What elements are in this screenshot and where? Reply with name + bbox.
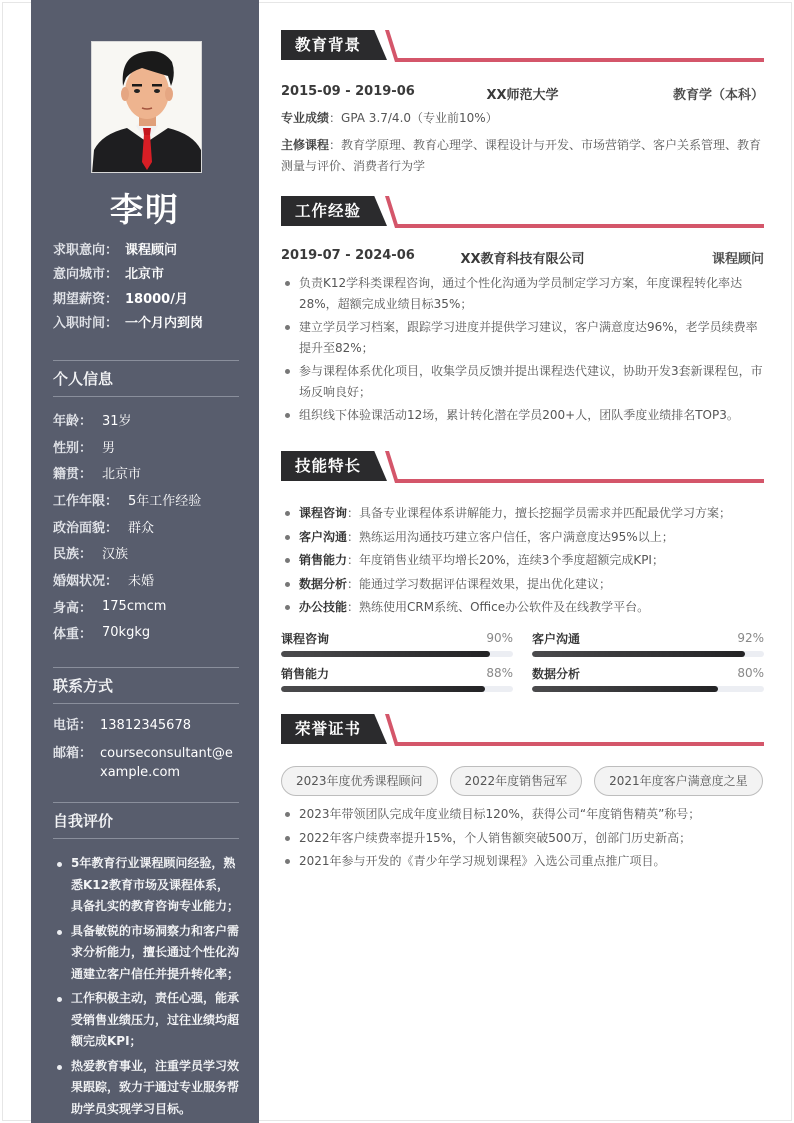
list-item: 建立学员学习档案，跟踪学习进度并提供学习建议，客户满意度达96%，老学员续费率提升至82%； [281, 317, 764, 358]
work-row [281, 248, 764, 267]
honors-list [281, 804, 764, 875]
intent-value: 课程顾问 [125, 242, 178, 258]
info-value: 群众 [128, 520, 155, 536]
honor-tag: 2022年度销售冠军 [450, 766, 583, 796]
email-value[interactable]: courseconsultant@example.com [100, 746, 233, 780]
list-item: 组织线下体验课活动12场，累计转化潜在学员200+人，团队季度业绩排名TOP3。 [281, 405, 764, 426]
skill-label: 课程咨询 [299, 506, 348, 520]
skill-label: 客户沟通 [299, 529, 348, 544]
candidate-name: 李明 [110, 190, 180, 229]
info-label: 身高： [53, 600, 93, 616]
progress-track [532, 651, 764, 657]
work-company: XX教育科技有限公司 [460, 252, 585, 267]
list-item: 具备敏锐的市场洞察力和客户需求分析能力，擅长通过个性化沟通建立客户信任并提升转化率； [53, 921, 239, 986]
progress-fill [281, 651, 490, 657]
skill-text: ：年度销售业绩平均增长20%，连续3个季度超额完成KPI； [347, 553, 664, 567]
job-intent-list [53, 236, 243, 334]
intent-value: 18000/月 [125, 291, 188, 307]
intent-position [53, 236, 243, 261]
skill-label: 销售能力 [299, 553, 348, 567]
honor-tags [281, 766, 763, 796]
contact-section [53, 667, 239, 791]
info-row [53, 459, 239, 486]
list-item [281, 574, 764, 595]
personal-info-section [53, 360, 239, 646]
section-title: 工作经验 [295, 202, 362, 220]
list-item [281, 597, 764, 618]
contact-phone [53, 716, 239, 735]
education-period: 2015-09 - 2019-06 [281, 84, 415, 99]
education-row [281, 84, 764, 103]
info-value: 5年工作经验 [128, 493, 202, 509]
intent-label: 期望薪资： [53, 291, 119, 307]
skill-bar-percent: 80% [737, 666, 764, 680]
skill-bar-name: 客户沟通 [532, 631, 581, 646]
header-underline [395, 479, 764, 483]
progress-track [281, 686, 513, 692]
list-item: 参与课程体系优化项目，收集学员反馈并提出课程迭代建议，协助开发3套新课程包，市场反响良好； [281, 361, 764, 402]
progress-fill [532, 651, 745, 657]
progress-track [532, 686, 764, 692]
info-value: 男 [102, 440, 116, 456]
info-value: 70kgkg [102, 625, 151, 641]
skill-label: 办公技能 [299, 600, 348, 614]
section-title: 技能特长 [295, 457, 362, 475]
skill-text: ：能通过学习数据评估课程效果，提出优化建议； [347, 576, 612, 591]
list-item: 工作积极主动，责任心强，能承受销售业绩压力，过往业绩均超额完成KPI； [53, 988, 239, 1053]
section-title: 自我评价 [53, 802, 239, 839]
info-label: 体重： [53, 627, 93, 643]
info-value: 175cmcm [102, 598, 167, 614]
skill-bar-name: 课程咨询 [281, 631, 330, 646]
skill-bar [281, 628, 513, 657]
honor-tag: 2021年度客户满意度之星 [594, 766, 763, 796]
list-item: 2021年参与开发的《青少年学习规划课程》入选公司重点推广项目。 [281, 851, 764, 872]
info-label: 工作年限： [53, 493, 119, 509]
skill-text: ：熟练使用CRM系统、Office办公软件及在线教学平台。 [347, 600, 650, 614]
section-header-skills [281, 451, 764, 483]
education-courses [281, 135, 764, 176]
section-title: 联系方式 [53, 667, 239, 704]
self-eval-list [53, 853, 239, 1120]
section-title: 荣誉证书 [295, 720, 362, 738]
self-eval-section [53, 802, 239, 1123]
sidebar [31, 0, 259, 1123]
list-item: 2023年带领团队完成年度业绩目标120%，获得公司“年度销售精英”称号； [281, 804, 764, 825]
list-item [281, 527, 764, 548]
education-gpa [281, 108, 764, 129]
info-label: 民族： [53, 547, 93, 563]
skill-bar-percent: 88% [486, 666, 513, 680]
info-row [53, 620, 239, 647]
education-school: XX师范大学 [486, 88, 559, 103]
section-title: 个人信息 [53, 360, 239, 397]
section-header-education [281, 30, 764, 62]
progress-track [281, 651, 513, 657]
work-period: 2019-07 - 2024-06 [281, 248, 415, 263]
intent-label: 意向城市： [53, 267, 119, 283]
skill-text: ：具备专业课程体系讲解能力，擅长挖掘学员需求并匹配最优学习方案； [347, 506, 732, 520]
skill-bar-percent: 90% [486, 631, 513, 645]
info-label: 性别： [53, 440, 93, 456]
info-label: 政治面貌： [53, 520, 119, 536]
info-value: 汉族 [102, 547, 129, 563]
header-underline [395, 58, 764, 62]
contact-label: 电话： [53, 718, 93, 733]
intent-start [53, 310, 243, 335]
intent-value: 一个月内到岗 [125, 316, 204, 332]
info-row [53, 486, 239, 513]
info-row [53, 433, 239, 460]
section-header-honors [281, 714, 764, 746]
info-row [53, 513, 239, 540]
contact-email [53, 744, 239, 782]
list-item [281, 503, 764, 524]
section-title: 教育背景 [295, 36, 362, 54]
avatar-illustration [92, 42, 202, 173]
header-underline [395, 224, 764, 228]
skill-bar-name: 数据分析 [532, 666, 581, 681]
info-label: 籍贯： [53, 467, 93, 483]
info-label: 年龄： [53, 413, 93, 429]
personal-info-list [53, 406, 239, 646]
list-item: 热爱教育事业，注重学员学习效果跟踪，致力于通过专业服务帮助学员实现学习目标。 [53, 1056, 239, 1121]
gpa-label: 专业成绩 [281, 111, 330, 125]
list-item: 2022年客户续费率提升15%，个人销售额突破500万，创部门历史新高； [281, 828, 764, 849]
skills-list [281, 503, 764, 621]
info-value: 北京市 [102, 467, 142, 483]
skill-bar [281, 663, 513, 692]
intent-salary [53, 285, 243, 310]
work-duties-list [281, 273, 764, 429]
info-value: 未婚 [128, 573, 155, 589]
skill-bar-percent: 92% [737, 631, 764, 645]
info-value: 31岁 [102, 413, 132, 429]
courses-value: ：教育学原理、教育心理学、课程设计与开发、市场营销学、客户关系管理、教育测量与评价、消费者行为学 [281, 138, 762, 173]
skill-bars [281, 628, 764, 692]
skill-bar-name: 销售能力 [281, 666, 330, 681]
list-item: 负责K12学科类课程咨询，通过个性化沟通为学员制定学习方案，年度课程转化率达28%，超额完成业绩目标35%； [281, 273, 764, 314]
info-row [53, 539, 239, 566]
education-degree: 教育学（本科） [672, 88, 764, 103]
section-header-work [281, 196, 764, 228]
skill-bar [532, 628, 764, 657]
skill-text: ：熟练运用沟通技巧建立客户信任，客户满意度达95%以上； [347, 529, 674, 544]
skill-bar [532, 663, 764, 692]
honor-tag: 2023年度优秀课程顾问 [281, 766, 438, 796]
header-underline [395, 742, 764, 746]
phone-value[interactable]: 13812345678 [100, 718, 191, 733]
progress-fill [532, 686, 718, 692]
courses-label: 主修课程 [281, 138, 330, 152]
info-label: 婚姻状况： [53, 573, 119, 589]
intent-label: 入职时间： [53, 316, 119, 332]
progress-fill [281, 686, 485, 692]
profile-photo [91, 41, 202, 173]
list-item: 5年教育行业课程顾问经验，熟悉K12教育市场及课程体系，具备扎实的教育咨询专业能力； [53, 853, 239, 918]
skill-label: 数据分析 [299, 576, 348, 591]
list-item [281, 550, 764, 571]
intent-value: 北京市 [125, 267, 165, 283]
info-row [53, 566, 239, 593]
intent-label: 求职意向： [53, 242, 119, 258]
work-position: 课程顾问 [711, 252, 764, 267]
info-row [53, 593, 239, 620]
info-row [53, 406, 239, 433]
contact-list [53, 716, 239, 782]
gpa-value: ：GPA 3.7/4.0（专业前10%） [329, 111, 498, 125]
intent-city [53, 261, 243, 286]
contact-label: 邮箱： [53, 746, 93, 761]
